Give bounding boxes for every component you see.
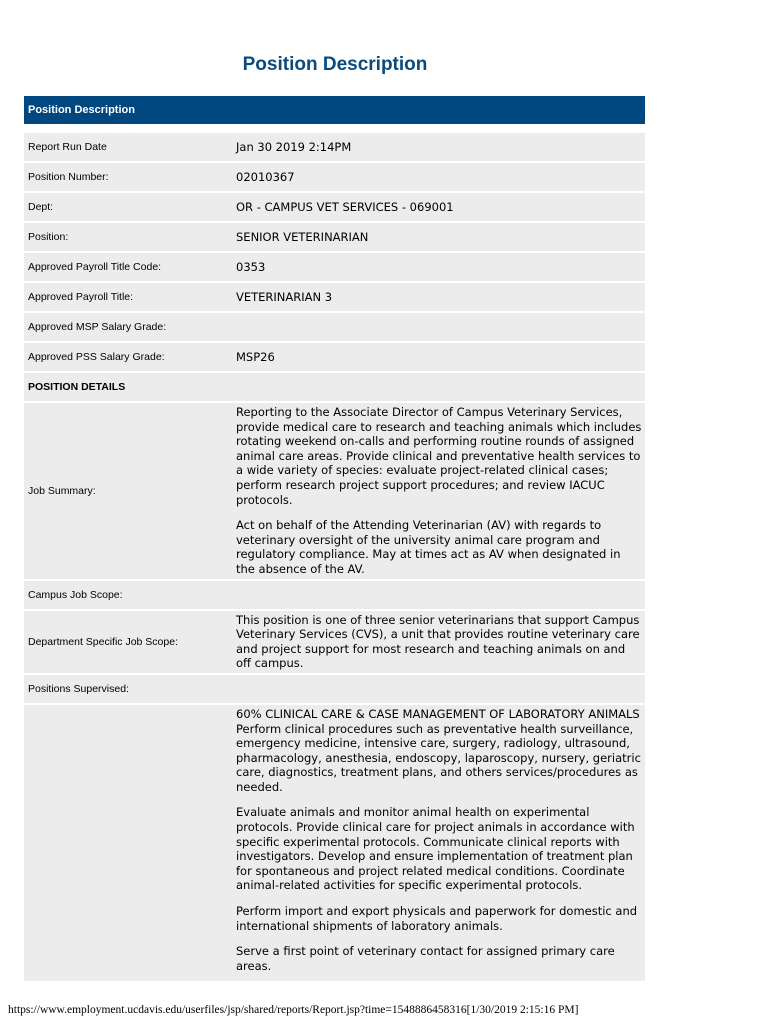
dept-job-scope-label: Department Specific Job Scope: — [24, 611, 233, 673]
row-value — [233, 313, 645, 341]
table-row — [24, 223, 645, 251]
table-row — [24, 343, 645, 371]
table-row — [24, 193, 645, 221]
row-label: Approved PSS Salary Grade: — [24, 343, 233, 371]
table-row — [24, 253, 645, 281]
duties-row — [24, 705, 645, 981]
row-value-empty — [233, 373, 645, 401]
positions-supervised-label: Positions Supervised: — [24, 675, 233, 703]
duties-label-empty — [24, 705, 233, 981]
row-label: Approved Payroll Title: — [24, 283, 233, 311]
dept-job-scope-value: This position is one of three senior veterinarians that support Campus Veterinary Services (CVS), a unit that provides routine veterinary care and project support for most research and teaching animals on and off campus. — [233, 611, 645, 673]
page-url-footer: https://www.employment.ucdavis.edu/userfiles/jsp/shared/reports/Report.jsp?time=1548886458316[1/30/2019 2:15:16 PM] — [8, 1004, 579, 1016]
page-title: Position Description — [242, 54, 428, 75]
section-header: Position Description — [24, 96, 645, 124]
job-summary-label: Job Summary: — [24, 403, 233, 579]
duties-heading: 60% CLINICAL CARE & CASE MANAGEMENT OF LABORATORY ANIMALS — [236, 706, 640, 721]
row-label: Position Number: — [24, 163, 233, 191]
row-label: Approved MSP Salary Grade: — [24, 313, 233, 341]
duties-paragraph-3: Perform import and export physicals and paperwork for domestic and international shipments of laboratory animals. — [236, 904, 638, 933]
duties-paragraph-1: Perform clinical procedures such as preventative health surveillance, emergency medicine, intensive care, surgery, radiology, ultrasound, pharmacology, anesthesia, endoscopy, laparoscopy, nursery, geriatric care, diagnostics, treatment plans, and others services/procedures as needed. — [236, 721, 641, 794]
row-label: Dept: — [24, 193, 233, 221]
row-value: 0353 — [233, 253, 645, 281]
duties-value — [233, 705, 645, 981]
job-summary-row — [24, 403, 645, 579]
row-label: Position: — [24, 223, 233, 251]
table-row — [24, 313, 645, 341]
table-row — [24, 373, 645, 401]
positions-supervised-row — [24, 675, 645, 703]
campus-job-scope-value — [233, 581, 645, 609]
campus-job-scope-row — [24, 581, 645, 609]
position-details-label: POSITION DETAILS — [24, 373, 233, 401]
table-row — [24, 163, 645, 191]
duties-paragraph-4: Serve a first point of veterinary contact for assigned primary care areas. — [236, 944, 615, 973]
duties-paragraph-2: Evaluate animals and monitor animal health on experimental protocols. Provide clinical care for project animals in accordance with specific experimental protocols. Communicate clinical reports with investigators. Develop and ensure implementation of treatment plan for spontaneous and project related medical conditions. Coordinate animal-related activities for specific experimental protocols. — [236, 805, 635, 893]
row-label: Approved Payroll Title Code: — [24, 253, 233, 281]
position-table — [24, 131, 645, 983]
row-value: 02010367 — [233, 163, 645, 191]
row-value: MSP26 — [233, 343, 645, 371]
campus-job-scope-label: Campus Job Scope: — [24, 581, 233, 609]
row-value: Jan 30 2019 2:14PM — [233, 133, 645, 161]
table-row — [24, 283, 645, 311]
job-summary-paragraph-2: Act on behalf of the Attending Veterinarian (AV) with regards to veterinary oversight of the university animal care program and regulatory compliance. May at times act as AV when designated in the absence of the AV. — [236, 518, 621, 576]
row-value: OR - CAMPUS VET SERVICES - 069001 — [233, 193, 645, 221]
row-label: Report Run Date — [24, 133, 233, 161]
job-summary-value — [233, 403, 645, 579]
table-row — [24, 133, 645, 161]
positions-supervised-value — [233, 675, 645, 703]
job-summary-paragraph-1: Reporting to the Associate Director of Campus Veterinary Services, provide medical care to research and teaching animals which includes rotating weekend on-calls and performing routine rounds of assigned animal care areas. Provide clinical and preventative health services to a wide variety of species: evaluate project-related clinical cases; perform research project support procedures; and review IACUC protocols. — [236, 405, 642, 507]
row-value: VETERINARIAN 3 — [233, 283, 645, 311]
dept-job-scope-row — [24, 611, 645, 673]
row-value: SENIOR VETERINARIAN — [233, 223, 645, 251]
